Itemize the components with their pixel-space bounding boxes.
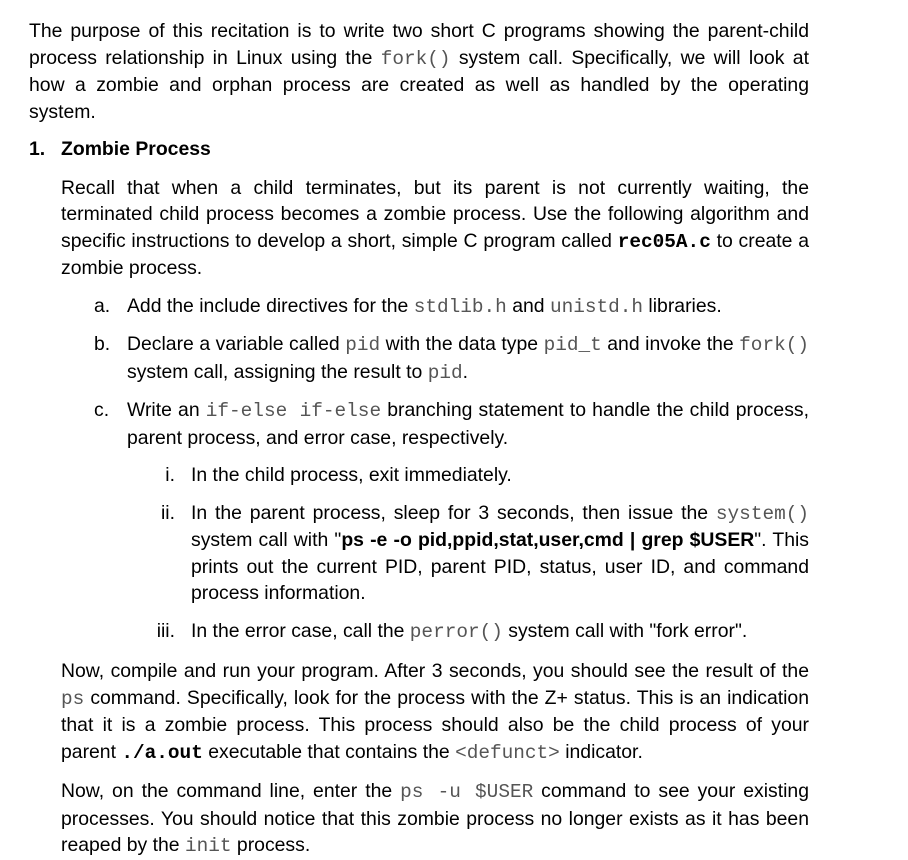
substep-iii-marker: iii. bbox=[156, 619, 175, 642]
document-page bbox=[29, 18, 809, 860]
step-c-text-2: branching statement to handle the child process, parent process, and error case, respectively. bbox=[127, 399, 809, 449]
substeps-list bbox=[156, 462, 809, 645]
step-b-text-1: Declare a variable called bbox=[127, 333, 346, 355]
step-c bbox=[94, 397, 809, 451]
defunct-code: <defunct> bbox=[455, 741, 560, 764]
step-a-text-1: Add the include directives for the bbox=[127, 294, 414, 317]
substep-ii-text bbox=[191, 500, 809, 607]
intro-text-1: The purpose of this recitation is to write two short C programs showing the parent-child process relationship in Linux using the bbox=[29, 20, 809, 69]
stdlib-code: stdlib.h bbox=[413, 295, 507, 318]
section-title: Zombie Process bbox=[61, 138, 211, 160]
ps-code: ps bbox=[61, 687, 85, 710]
step-b-text-2: with the data type bbox=[380, 333, 544, 355]
substep-iii bbox=[156, 618, 809, 646]
fork-code: fork() bbox=[380, 47, 451, 70]
substep-ii-marker: ii. bbox=[160, 501, 175, 524]
fork-call-code: fork() bbox=[739, 334, 809, 356]
step-a-text-3: libraries. bbox=[643, 294, 722, 317]
command-line-text-2: command to see your existing processes. You should notice that this zombie process no longer exists as it has been reaped by the bbox=[61, 780, 809, 856]
step-b-text-4: system call, assigning the result to bbox=[127, 360, 428, 383]
pid-result-code: pid bbox=[427, 361, 463, 384]
substep-ii-text-3: ". This prints out the current PID, parent PID, status, user ID, and command process information. bbox=[191, 529, 809, 604]
step-c-marker: c. bbox=[94, 399, 110, 421]
step-b-text-5: . bbox=[462, 360, 468, 383]
intro-paragraph bbox=[29, 18, 809, 125]
step-a-marker: a. bbox=[94, 294, 111, 317]
step-b-marker: b. bbox=[94, 333, 111, 355]
step-a bbox=[94, 293, 809, 321]
step-a-text bbox=[127, 293, 809, 321]
after-block bbox=[61, 658, 809, 860]
a-out-code: ./a.out bbox=[121, 741, 203, 764]
compile-paragraph bbox=[61, 658, 809, 766]
step-a-text-2: and bbox=[506, 294, 550, 317]
substep-iii-text-1: In the error case, call the bbox=[191, 619, 410, 642]
substep-iii-text-2: system call with "fork error". bbox=[502, 619, 748, 642]
substep-ii-text-1: In the parent process, sleep for 3 seconds, then issue the bbox=[191, 501, 716, 524]
recall-text-2: to create a zombie process. bbox=[61, 229, 809, 279]
compile-text-1: Now, compile and run your program. After 3 seconds, you should see the result of the bbox=[61, 660, 809, 682]
unistd-code: unistd.h bbox=[549, 295, 644, 318]
ps-user-code: ps -u $USER bbox=[400, 781, 534, 803]
pid-t-code: pid_t bbox=[543, 334, 602, 356]
substep-iii-text bbox=[191, 618, 809, 646]
substep-i-text: In the child process, exit immediately. bbox=[191, 464, 512, 486]
step-c-text bbox=[127, 397, 809, 451]
command-line-paragraph bbox=[61, 778, 809, 860]
command-line-text-1: Now, on the command line, enter the bbox=[61, 780, 401, 802]
recall-text-1: Recall that when a child terminates, but its parent is not currently waiting, the terminated child process becomes a zombie process. Use the following algorithm and specific instructions to develop a short, simple C program called bbox=[61, 176, 809, 252]
substep-i-marker: i. bbox=[165, 464, 175, 486]
steps-list bbox=[94, 293, 809, 452]
section-heading bbox=[29, 136, 809, 163]
command-line-text-3: process. bbox=[231, 834, 311, 856]
compile-text-2: command. Specifically, look for the process with the Z+ status. This is an indication that it is a zombie process. This process should also be the child process of your parent bbox=[61, 686, 809, 763]
perror-code: perror() bbox=[409, 620, 503, 643]
recall-paragraph bbox=[61, 175, 809, 282]
step-b-text bbox=[127, 331, 809, 386]
step-c-text-1: Write an bbox=[127, 399, 206, 421]
if-else-code: if-else if-else bbox=[205, 400, 382, 422]
substep-i bbox=[159, 462, 809, 489]
filename-code: rec05A.c bbox=[617, 230, 711, 253]
intro-text-2: system call. Specifically, we will look at how a zombie and orphan process are created as well as handled by the operating system. bbox=[29, 46, 809, 123]
compile-text-4: indicator. bbox=[559, 740, 643, 763]
recall-block bbox=[61, 175, 809, 282]
compile-text-3: executable that contains the bbox=[202, 740, 456, 763]
substep-ii bbox=[159, 500, 809, 607]
system-code: system() bbox=[715, 502, 809, 525]
init-code: init bbox=[184, 835, 232, 857]
step-b bbox=[94, 331, 809, 386]
ps-command-bold: ps -e -o pid,ppid,stat,user,cmd | grep $USER bbox=[341, 529, 755, 551]
section-number: 1. bbox=[29, 138, 46, 160]
substep-ii-text-2: system call with " bbox=[191, 529, 342, 551]
pid-code: pid bbox=[345, 334, 381, 356]
step-b-text-3: and invoke the bbox=[601, 333, 740, 355]
